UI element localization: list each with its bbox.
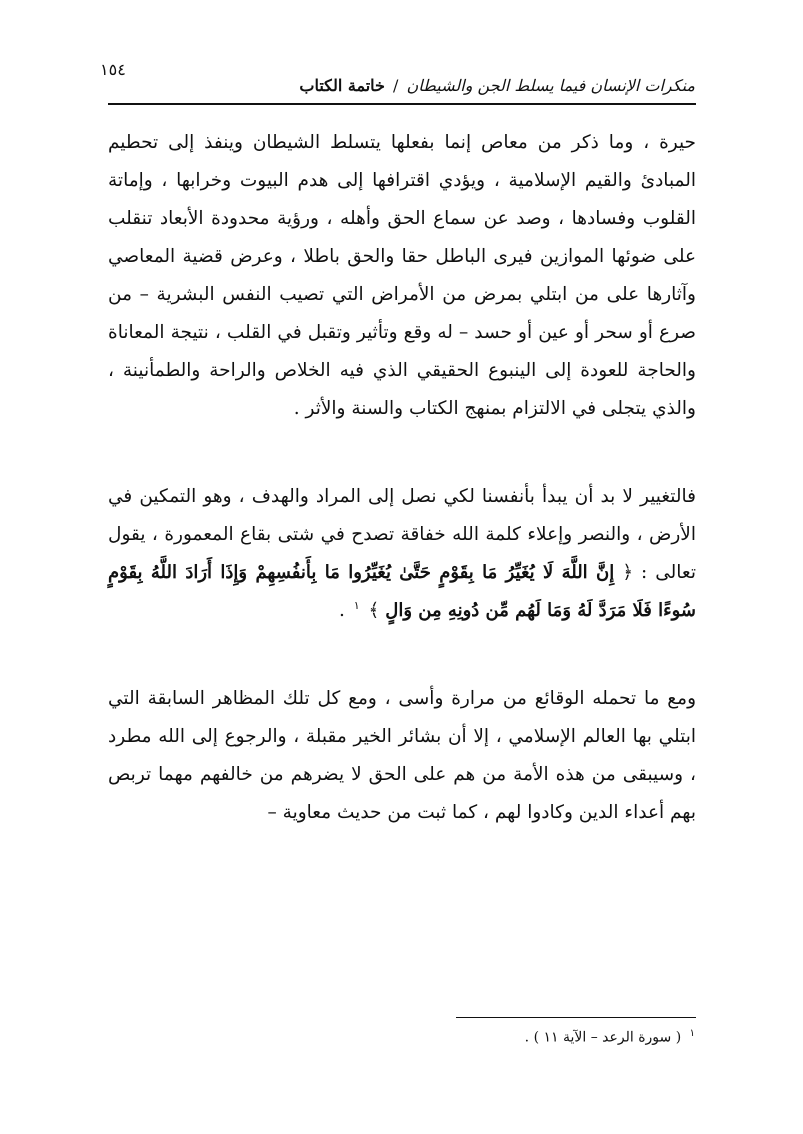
body-text [108, 124, 696, 832]
quran-bracket-close: ﴾ [368, 600, 380, 621]
book-title: منكرات الإنسان فيما يسلط الجن والشيطان [406, 76, 695, 95]
paragraph-2-end: . [338, 600, 345, 621]
page-number: ١٥٤ [100, 60, 126, 79]
footnote [295, 1028, 695, 1046]
paragraph-3: ومع ما تحمله الوقائع من مرارة وأسى ، ومع كل تلك المظاهر السابقة التي ابتلي بها العالم الإسلامي ، إلا أن بشائر الخير مقبلة ، والرجوع إلى الله مطرد ، وسيبقى من هذه الأمة من هم على الحق لا يضرهم من خالفهم مهما تربص بهم أعداء الدين وكادوا لهم ، كما ثبت من حديث معاوية – [108, 688, 696, 823]
footnote-divider [456, 1017, 696, 1018]
running-header [105, 76, 695, 95]
footnote-reference[interactable]: ١ [353, 598, 360, 612]
header-divider [108, 103, 696, 105]
chapter-title: خاتمة الكتاب [299, 76, 385, 95]
paragraph-2 [108, 478, 696, 630]
quran-verse: إِنَّ اللَّهَ لَا يُغَيِّرُ مَا بِقَوْمٍ حَتَّىٰ يُغَيِّرُوا مَا بِأَنفُسِهِمْ وَإِذَا أَرَادَ اللَّهُ بِقَوْمٍ سُوءًا فَلَا مَرَدَّ لَهُ وَمَا لَهُم مِّن دُونِهِ مِن وَالٍ [108, 562, 696, 621]
quran-bracket-open: ﴿ [622, 562, 634, 583]
paragraph-2-text: فالتغيير لا بد أن يبدأ بأنفسنا لكي نصل إلى المراد والهدف ، وهو التمكين في الأرض ، والنصر وإعلاء كلمة الله خفاقة تصدح في شتى بقاع المعمورة ، يقول تعالى : [108, 486, 696, 583]
header-separator: / [393, 76, 399, 95]
footnote-text: ( سورة الرعد – الآية ١١ ) . [524, 1029, 682, 1046]
paragraph-1: حيرة ، وما ذكر من معاص إنما بفعلها يتسلط الشيطان وينفذ إلى تحطيم المبادئ والقيم الإسلامية ، ويؤدي اقترافها إلى هدم البيوت وخرابها ، وإماتة القلوب وفسادها ، وصد عن سماع الحق وأهله ، ورؤية محدودة الأبعاد تنقلب على ضوئها الموازين فيرى الباطل حقا والحق باطلا ، وعرض قضية المعاصي وآثارها على من ابتلي بمرض من الأمراض التي تصيب النفس البشرية – من صرع أو سحر أو عين أو حسد – له وقع وتأثير وتقبل في القلب ، نتيجة المعاناة والحاجة للعودة إلى الينبوع الحقيقي الذي فيه الخلاص والراحة والطمأنينة ، والذي يتجلى في الالتزام بمنهج الكتاب والسنة والأثر . [108, 132, 696, 419]
footnote-number: ١ [689, 1028, 695, 1039]
